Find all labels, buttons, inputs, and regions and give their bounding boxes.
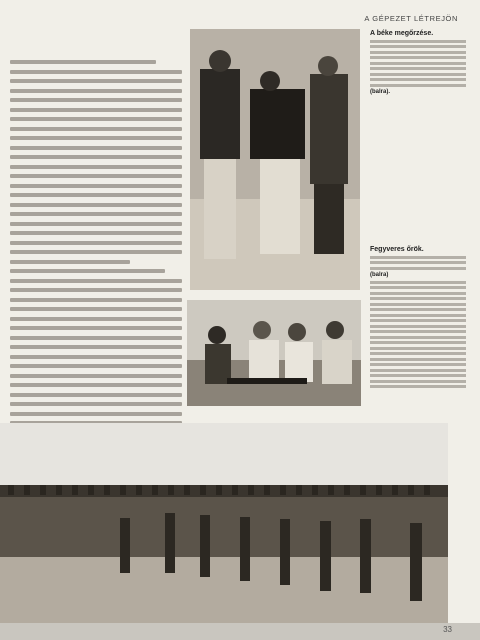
caption-search-title: A béke megőrzése. <box>370 30 434 37</box>
caption-search <box>370 30 466 95</box>
photo-weapons-scene-image <box>187 300 361 406</box>
caption-guards-tag: (balra) <box>370 272 389 278</box>
section-header: A GÉPEZET LÉTREJÖN <box>364 14 458 23</box>
photo-parade-image <box>0 423 448 623</box>
caption-guards-title: Fegyveres őrök. <box>370 246 424 253</box>
photo-search-scene <box>190 29 360 290</box>
body-text-column <box>10 60 182 410</box>
photo-search-scene-image <box>190 29 360 290</box>
caption-search-tag: (balra). <box>370 89 391 95</box>
bottom-band <box>0 623 480 640</box>
page-number: 33 <box>443 625 452 634</box>
caption-guards <box>370 246 466 391</box>
photo-weapons-scene <box>187 300 361 406</box>
photo-parade <box>0 423 448 623</box>
